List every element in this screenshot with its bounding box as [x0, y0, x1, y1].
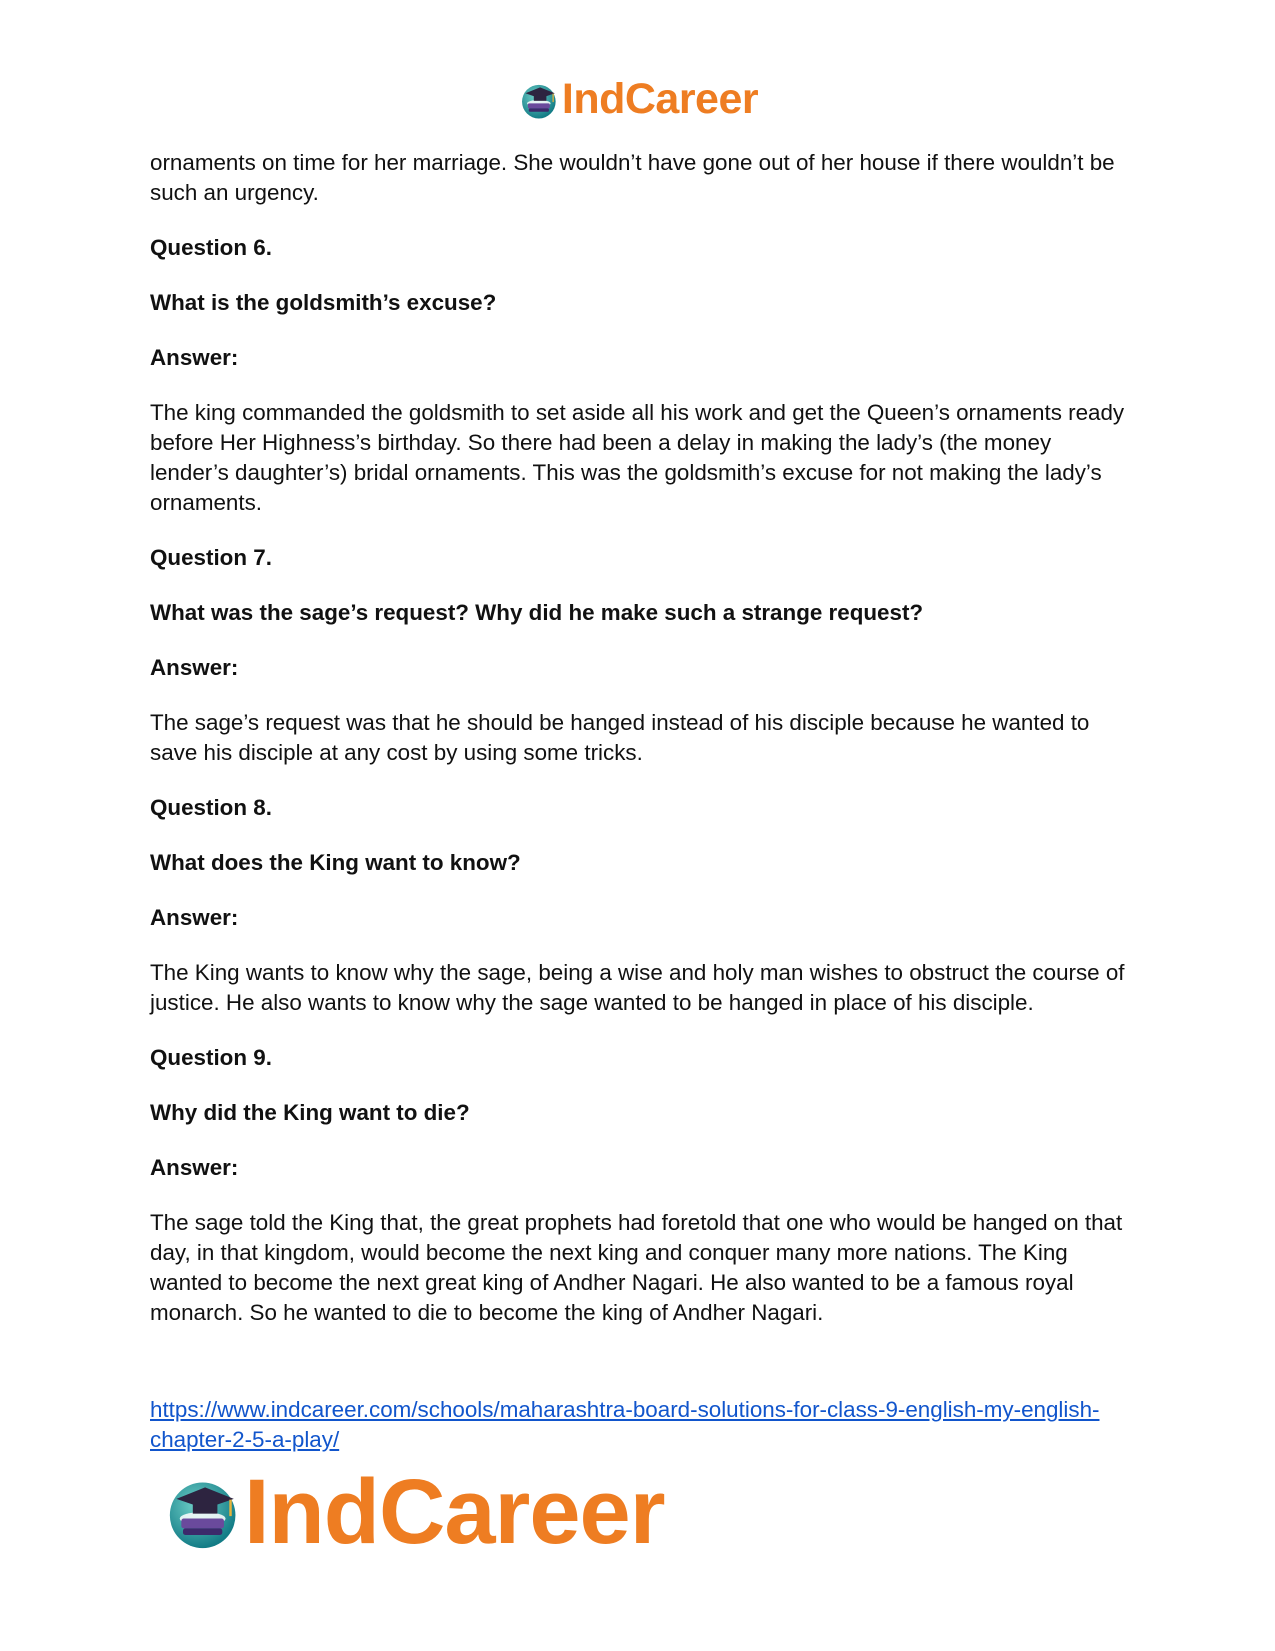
- answer-label: Answer:: [150, 905, 239, 930]
- question-text: What does the King want to know?: [150, 850, 521, 875]
- graduation-globe-icon: [517, 79, 559, 121]
- question-number: Question 6.: [150, 235, 272, 260]
- question-block-6: [150, 233, 1130, 543]
- answer-text: The sage told the King that, the great prophets had foretold that one who would be hanged on that day, in that kingdom, would become the next king and conquer many more nations. The King wanted to become the next great king of Andher Nagari. He also wanted to be a famous royal monarch. So he wanted to die to become the king of Andher Nagari.: [150, 1210, 1123, 1325]
- question-block-7: [150, 543, 1130, 793]
- answer-text: The King wants to know why the sage, being a wise and holy man wishes to obstruct the course of justice. He also wants to know why the sage wanted to be hanged in place of his disciple.: [150, 960, 1125, 1015]
- answer-label: Answer:: [150, 345, 239, 370]
- header-logo: [0, 75, 1275, 123]
- footer-logo: [160, 1461, 665, 1563]
- answer-text: The king commanded the goldsmith to set aside all his work and get the Queen’s ornaments ready before Her Highness’s birthday. So there had been a delay in making the lady’s (the money lender’s daughter’s) bridal ornaments. This was the goldsmith’s excuse for not making the lady’s ornaments.: [150, 400, 1125, 515]
- answer-label: Answer:: [150, 1155, 239, 1180]
- logo-wordmark: IndCareer: [561, 75, 759, 123]
- question-text: What is the goldsmith’s excuse?: [150, 290, 497, 315]
- intro-paragraph: ornaments on time for her marriage. She wouldn’t have gone out of her house if there wouldn’t be such an urgency.: [150, 150, 1115, 205]
- answer-label: Answer:: [150, 655, 239, 680]
- graduation-globe-icon: [160, 1471, 242, 1553]
- question-text: What was the sage’s request? Why did he make such a strange request?: [150, 600, 924, 625]
- document-content: [150, 148, 1130, 1328]
- question-block-8: [150, 793, 1130, 1043]
- question-number: Question 9.: [150, 1045, 272, 1070]
- source-link[interactable]: https://www.indcareer.com/schools/maharashtra-board-solutions-for-class-9-english-my-english-chapter-2-5-a-play/: [150, 1397, 1100, 1452]
- question-block-9: [150, 1043, 1130, 1328]
- question-number: Question 8.: [150, 795, 272, 820]
- answer-text: The sage’s request was that he should be hanged instead of his disciple because he wanted to save his disciple at any cost by using some tricks.: [150, 710, 1090, 765]
- question-text: Why did the King want to die?: [150, 1100, 470, 1125]
- logo-wordmark: IndCareer: [244, 1461, 665, 1563]
- question-number: Question 7.: [150, 545, 272, 570]
